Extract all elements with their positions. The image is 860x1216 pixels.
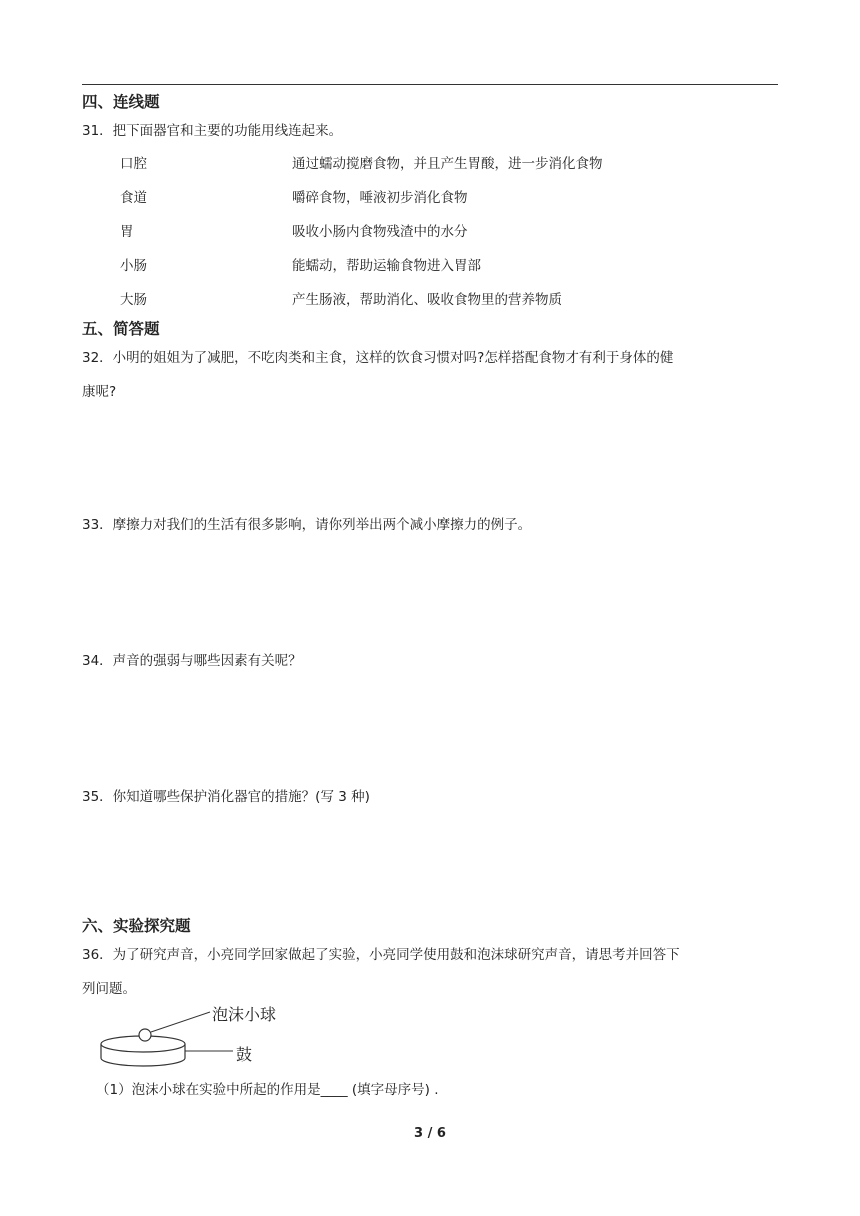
function-1: 通过蠕动搅磨食物，并且产生胃酸，进一步消化食物 xyxy=(292,156,603,172)
question-35: 35．你知道哪些保护消化器官的措施？(写 3 种) xyxy=(82,789,370,805)
question-34: 34．声音的强弱与哪些因素有关呢？ xyxy=(82,653,302,669)
ball-leader-line xyxy=(151,1012,210,1032)
function-5: 产生肠液，帮助消化、吸收食物里的营养物质 xyxy=(292,292,562,308)
section-4-heading: 四、连线题 xyxy=(82,93,160,111)
question-36-line2: 列问题。 xyxy=(82,981,136,997)
foam-ball-label: 泡沫小球 xyxy=(212,1005,277,1024)
organ-small-intestine: 小肠 xyxy=(120,258,147,274)
section-5-heading: 五、简答题 xyxy=(82,320,160,338)
foam-ball xyxy=(139,1029,151,1041)
organ-large-intestine: 大肠 xyxy=(120,292,147,308)
function-4: 能蠕动，帮助运输食物进入胃部 xyxy=(292,258,481,274)
question-36-line1: 36．为了研究声音，小亮同学回家做起了实验，小亮同学使用鼓和泡沫球研究声音，请思考并回答下 xyxy=(82,947,680,963)
header-rule xyxy=(82,84,778,85)
organ-stomach: 胃 xyxy=(120,224,134,240)
function-2: 嚼碎食物，唾液初步消化食物 xyxy=(292,190,468,206)
function-3: 吸收小肠内食物残渣中的水分 xyxy=(292,224,468,240)
question-31: 31．把下面器官和主要的功能用线连起来。 xyxy=(82,123,343,139)
organ-mouth: 口腔 xyxy=(120,156,147,172)
drum-label: 鼓 xyxy=(236,1045,253,1064)
section-6-heading: 六、实验探究题 xyxy=(82,917,191,935)
page-number: 3 / 6 xyxy=(414,1126,446,1141)
question-33: 33．摩擦力对我们的生活有很多影响，请你列举出两个减小摩擦力的例子。 xyxy=(82,517,532,533)
organ-esophagus: 食道 xyxy=(120,190,147,206)
question-32-line2: 康呢? xyxy=(82,384,117,400)
question-36-sub1: （1）泡沫小球在实验中所起的作用是____ (填字母序号) . xyxy=(96,1082,439,1098)
drum-figure xyxy=(96,998,306,1070)
question-32-line1: 32．小明的姐姐为了减肥，不吃肉类和主食，这样的饮食习惯对吗?怎样搭配食物才有利于身体的健 xyxy=(82,350,674,366)
